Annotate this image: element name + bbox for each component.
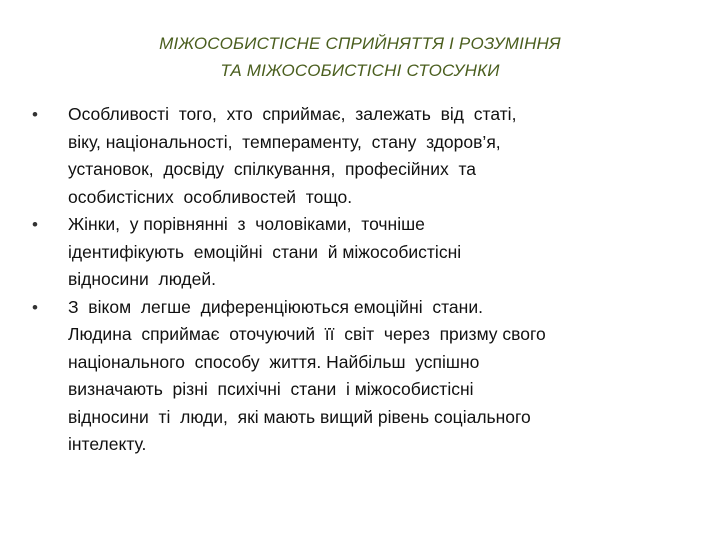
bullet-dot-icon: • bbox=[32, 297, 38, 317]
bullet-text-line: ідентифікують емоційні стани й міжособистісні bbox=[68, 241, 462, 262]
title-line-2: ТА МІЖОСОБИСТІСНІ СТОСУНКИ bbox=[220, 61, 500, 80]
bullet-text-line: установок, досвіду спілкування, професійних та bbox=[68, 159, 476, 179]
title-line-1: МІЖОСОБИСТІСНЕ СПРИЙНЯТТЯ І РОЗУМІННЯ bbox=[159, 34, 561, 53]
bullet-text-line: Людина сприймає оточуючий її світ через призму свого bbox=[68, 324, 546, 344]
bullet-item-women bbox=[28, 211, 700, 294]
bullet-list bbox=[28, 101, 700, 459]
bullet-text-line: національного способу життя. Найбільш успішно bbox=[68, 351, 480, 372]
bullet-text-line: інтелекту. bbox=[68, 434, 147, 454]
bullet-text-line: визначають різні психічні стани і міжособистісні bbox=[68, 379, 474, 399]
bullet-text-line: Жінки, у порівнянні з чоловіками, точніше bbox=[68, 214, 425, 234]
bullet-text-line: відносини ті люди, які мають вищий рівень соціального bbox=[68, 406, 531, 427]
bullet-text-line: відносини людей. bbox=[68, 269, 217, 289]
bullet-item-perceiver-traits bbox=[28, 101, 700, 211]
bullet-text-line: З віком легше диференціюються емоційні стани. bbox=[68, 296, 483, 317]
bullet-text-line: віку, національності, темпераменту, стану здоров’я, bbox=[68, 131, 501, 152]
bullet-item-age bbox=[28, 294, 700, 459]
bullet-text-line: особистісних особливостей тощо. bbox=[68, 186, 353, 207]
bullet-text-line: Особливості того, хто сприймає, залежать від статі, bbox=[68, 104, 517, 124]
bullet-dot-icon: • bbox=[32, 105, 38, 124]
slide-title bbox=[60, 30, 660, 84]
bullet-dot-icon: • bbox=[32, 215, 38, 234]
